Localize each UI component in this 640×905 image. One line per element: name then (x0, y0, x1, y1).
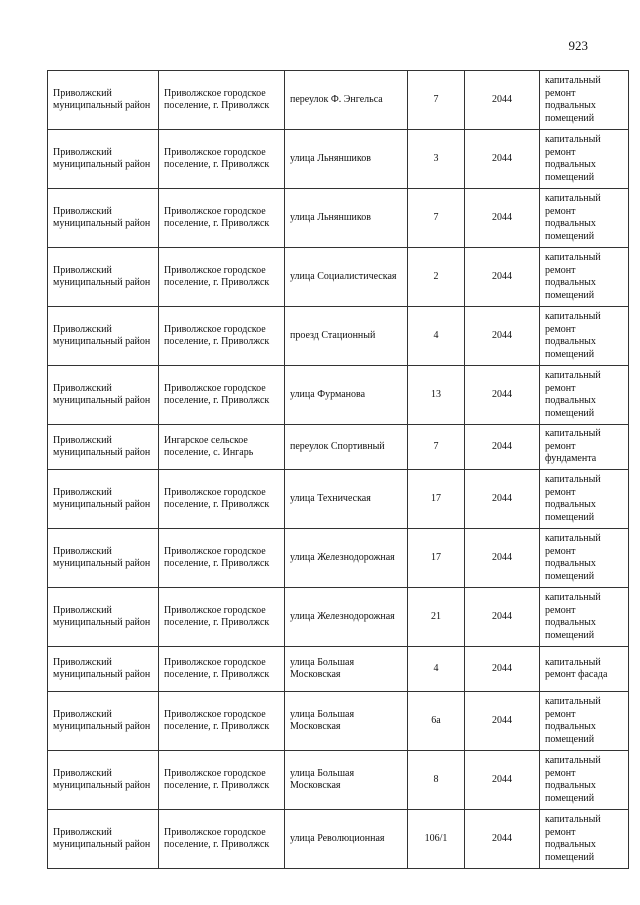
table-row (48, 751, 629, 810)
year-cell: 2044 (465, 529, 540, 588)
house-number-cell: 7 (408, 425, 465, 470)
table-row (48, 588, 629, 647)
house-number-cell: 7 (408, 71, 465, 130)
district-cell: Приволжский муниципальный район (48, 751, 159, 810)
street-cell: переулок Ф. Энгельса (285, 71, 408, 130)
district-cell: Приволжский муниципальный район (48, 529, 159, 588)
district-cell: Приволжский муниципальный район (48, 692, 159, 751)
work-type-cell: капитальный ремонт подвальных помещений (540, 307, 629, 366)
year-cell: 2044 (465, 588, 540, 647)
settlement-cell: Приволжское городское поселение, г. Приволжск (159, 588, 285, 647)
house-number-cell: 17 (408, 529, 465, 588)
year-cell: 2044 (465, 470, 540, 529)
district-cell: Приволжский муниципальный район (48, 647, 159, 692)
district-cell: Приволжский муниципальный район (48, 425, 159, 470)
district-cell: Приволжский муниципальный район (48, 588, 159, 647)
settlement-cell: Приволжское городское поселение, г. Приволжск (159, 71, 285, 130)
year-cell: 2044 (465, 751, 540, 810)
settlement-cell: Приволжское городское поселение, г. Приволжск (159, 307, 285, 366)
district-cell: Приволжский муниципальный район (48, 71, 159, 130)
settlement-cell: Приволжское городское поселение, г. Приволжск (159, 470, 285, 529)
year-cell: 2044 (465, 647, 540, 692)
work-type-cell: капитальный ремонт подвальных помещений (540, 130, 629, 189)
work-type-cell: капитальный ремонт подвальных помещений (540, 470, 629, 529)
year-cell: 2044 (465, 425, 540, 470)
street-cell: улица Большая Московская (285, 647, 408, 692)
table-row (48, 366, 629, 425)
year-cell: 2044 (465, 692, 540, 751)
repair-schedule-table (47, 70, 629, 869)
table-row (48, 425, 629, 470)
street-cell: улица Льняншиков (285, 189, 408, 248)
house-number-cell: 13 (408, 366, 465, 425)
work-type-cell: капитальный ремонт фундамента (540, 425, 629, 470)
year-cell: 2044 (465, 810, 540, 869)
work-type-cell: капитальный ремонт подвальных помещений (540, 810, 629, 869)
table-row (48, 130, 629, 189)
house-number-cell: 3 (408, 130, 465, 189)
house-number-cell: 2 (408, 248, 465, 307)
street-cell: улица Фурманова (285, 366, 408, 425)
house-number-cell: 17 (408, 470, 465, 529)
year-cell: 2044 (465, 71, 540, 130)
settlement-cell: Приволжское городское поселение, г. Приволжск (159, 647, 285, 692)
house-number-cell: 4 (408, 307, 465, 366)
street-cell: улица Техническая (285, 470, 408, 529)
work-type-cell: капитальный ремонт подвальных помещений (540, 248, 629, 307)
street-cell: улица Железнодорожная (285, 588, 408, 647)
settlement-cell: Приволжское городское поселение, г. Приволжск (159, 248, 285, 307)
settlement-cell: Приволжское городское поселение, г. Приволжск (159, 810, 285, 869)
house-number-cell: 106/1 (408, 810, 465, 869)
table-row (48, 647, 629, 692)
work-type-cell: капитальный ремонт подвальных помещений (540, 529, 629, 588)
district-cell: Приволжский муниципальный район (48, 189, 159, 248)
table-row (48, 470, 629, 529)
work-type-cell: капитальный ремонт подвальных помещений (540, 588, 629, 647)
table-row (48, 71, 629, 130)
settlement-cell: Приволжское городское поселение, г. Приволжск (159, 189, 285, 248)
year-cell: 2044 (465, 307, 540, 366)
table-row (48, 307, 629, 366)
table-row (48, 248, 629, 307)
district-cell: Приволжский муниципальный район (48, 248, 159, 307)
district-cell: Приволжский муниципальный район (48, 130, 159, 189)
table-row (48, 529, 629, 588)
work-type-cell: капитальный ремонт подвальных помещений (540, 366, 629, 425)
street-cell: улица Льняншиков (285, 130, 408, 189)
street-cell: улица Революционная (285, 810, 408, 869)
year-cell: 2044 (465, 366, 540, 425)
street-cell: улица Социалистическая (285, 248, 408, 307)
street-cell: улица Большая Московская (285, 751, 408, 810)
house-number-cell: 21 (408, 588, 465, 647)
street-cell: проезд Стационный (285, 307, 408, 366)
page-number: 923 (568, 38, 588, 53)
settlement-cell: Ингарское сельское поселение, с. Ингарь (159, 425, 285, 470)
work-type-cell: капитальный ремонт фасада (540, 647, 629, 692)
table-row (48, 810, 629, 869)
district-cell: Приволжский муниципальный район (48, 366, 159, 425)
street-cell: улица Большая Московская (285, 692, 408, 751)
work-type-cell: капитальный ремонт подвальных помещений (540, 71, 629, 130)
year-cell: 2044 (465, 130, 540, 189)
house-number-cell: 7 (408, 189, 465, 248)
house-number-cell: 8 (408, 751, 465, 810)
district-cell: Приволжский муниципальный район (48, 810, 159, 869)
settlement-cell: Приволжское городское поселение, г. Приволжск (159, 366, 285, 425)
table-body (48, 71, 629, 869)
street-cell: переулок Спортивный (285, 425, 408, 470)
year-cell: 2044 (465, 189, 540, 248)
work-type-cell: капитальный ремонт подвальных помещений (540, 692, 629, 751)
table-row (48, 692, 629, 751)
settlement-cell: Приволжское городское поселение, г. Приволжск (159, 692, 285, 751)
settlement-cell: Приволжское городское поселение, г. Приволжск (159, 529, 285, 588)
district-cell: Приволжский муниципальный район (48, 470, 159, 529)
house-number-cell: 4 (408, 647, 465, 692)
settlement-cell: Приволжское городское поселение, г. Приволжск (159, 751, 285, 810)
house-number-cell: 6а (408, 692, 465, 751)
table-row (48, 189, 629, 248)
work-type-cell: капитальный ремонт подвальных помещений (540, 751, 629, 810)
district-cell: Приволжский муниципальный район (48, 307, 159, 366)
year-cell: 2044 (465, 248, 540, 307)
work-type-cell: капитальный ремонт подвальных помещений (540, 189, 629, 248)
street-cell: улица Железнодорожная (285, 529, 408, 588)
settlement-cell: Приволжское городское поселение, г. Приволжск (159, 130, 285, 189)
